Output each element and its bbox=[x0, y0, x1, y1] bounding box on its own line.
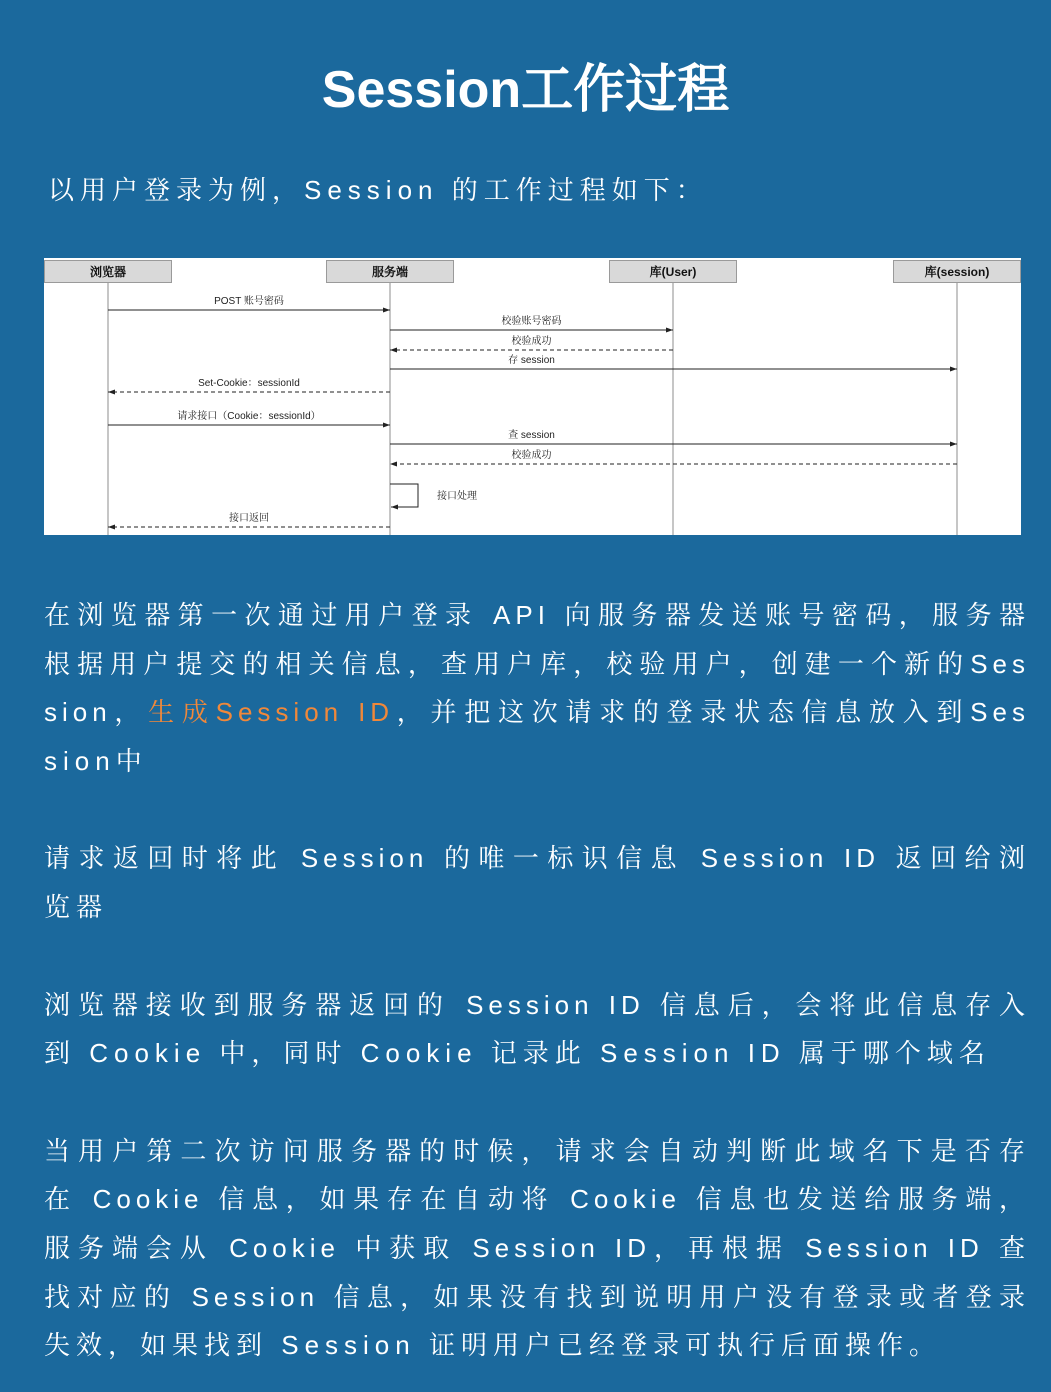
text-segment: 找对应的 Session 信息，如果没有找到说明用户没有登录或者登录 bbox=[44, 1281, 1030, 1312]
text-segment: 览器 bbox=[44, 892, 109, 923]
page-title: Session工作过程 bbox=[321, 61, 730, 119]
participant-label: 服务端 bbox=[371, 265, 409, 279]
message bbox=[108, 409, 390, 425]
participant-label: 库(User) bbox=[649, 265, 697, 279]
sequence-diagram bbox=[44, 258, 1021, 535]
text-segment: 根据用户提交的相关信息，查用户库，校验用户，创建一个新的Ses bbox=[44, 648, 1030, 679]
text-segment: 在浏览器第一次通过用户登录 API 向服务器发送账号密码，服务器 bbox=[44, 600, 1030, 630]
participant bbox=[327, 261, 454, 283]
paragraph-2 bbox=[44, 834, 1030, 931]
paragraph-line bbox=[44, 688, 1030, 737]
paragraph-line bbox=[44, 834, 1030, 883]
paragraph-line bbox=[44, 1273, 1030, 1322]
participant-label: 浏览器 bbox=[89, 265, 127, 279]
text-segment: 失效，如果找到 Session 证明用户已经登录可执行后面操作。 bbox=[44, 1330, 941, 1361]
intro-text: 以用户登录为例，Session 的工作过程如下： bbox=[48, 175, 708, 205]
paragraph-line bbox=[44, 591, 1030, 640]
paragraph-line bbox=[44, 1175, 1030, 1224]
message-label: 存 session bbox=[508, 355, 555, 366]
message bbox=[108, 378, 390, 392]
message-label: Set-Cookie：sessionId bbox=[198, 378, 300, 389]
paragraph-line bbox=[44, 883, 1030, 932]
paragraph-line bbox=[44, 737, 1030, 786]
message-label: 校验成功 bbox=[511, 450, 552, 461]
message-label: 校验成功 bbox=[511, 336, 552, 347]
message-label: 接口返回 bbox=[229, 513, 269, 524]
paragraph-line bbox=[44, 981, 1030, 1030]
participant bbox=[610, 261, 737, 283]
participant bbox=[894, 261, 1021, 283]
message-label: POST 账号密码 bbox=[214, 296, 284, 307]
message-label: 校验账号密码 bbox=[501, 316, 562, 327]
text-segment: sion中 bbox=[44, 746, 148, 777]
text-segment: sion， bbox=[44, 697, 149, 728]
paragraph-line bbox=[44, 1321, 1030, 1370]
paragraph-line bbox=[44, 1127, 1030, 1176]
text-segment: 当用户第二次访问服务器的时候，请求会自动判断此域名下是否存 bbox=[44, 1135, 1030, 1166]
participant-label: 库(session) bbox=[924, 265, 990, 279]
text-segment: 服务端会从 Cookie 中获取 Session ID，再根据 Session ID 查 bbox=[44, 1232, 1030, 1263]
message-label: 接口处理 bbox=[437, 491, 477, 502]
paragraph-1 bbox=[44, 591, 1030, 786]
message bbox=[108, 294, 390, 310]
body-text bbox=[44, 591, 1030, 1370]
message bbox=[390, 314, 673, 330]
paragraph-3 bbox=[44, 981, 1030, 1078]
paragraph-line bbox=[44, 1029, 1030, 1078]
text-segment: ，并把这次请求的登录状态信息放入到Ses bbox=[394, 697, 1030, 728]
text-segment: 到 Cookie 中，同时 Cookie 记录此 Session ID 属于哪个域名 bbox=[44, 1038, 991, 1069]
paragraph-4 bbox=[44, 1127, 1030, 1370]
message bbox=[390, 334, 673, 350]
paragraph-line bbox=[44, 640, 1030, 689]
participant bbox=[45, 261, 172, 283]
text-segment: 请求返回时将此 Session 的唯一标识信息 Session ID 返回给浏 bbox=[44, 843, 1030, 874]
message bbox=[390, 484, 477, 507]
message-label: 请求接口（Cookie：sessionId） bbox=[177, 411, 321, 422]
text-segment: 在 Cookie 信息，如果存在自动将 Cookie 信息也发送给服务端， bbox=[44, 1184, 1030, 1215]
message-label: 查 session bbox=[508, 430, 555, 441]
self-call-arrow bbox=[390, 484, 418, 507]
message bbox=[108, 511, 390, 527]
paragraph-line bbox=[44, 1224, 1030, 1273]
sequence-diagram-svg bbox=[44, 258, 1021, 535]
text-segment: 浏览器接收到服务器返回的 Session ID 信息后，会将此信息存入 bbox=[44, 989, 1030, 1020]
highlighted-text: 生成Session ID bbox=[148, 697, 395, 728]
